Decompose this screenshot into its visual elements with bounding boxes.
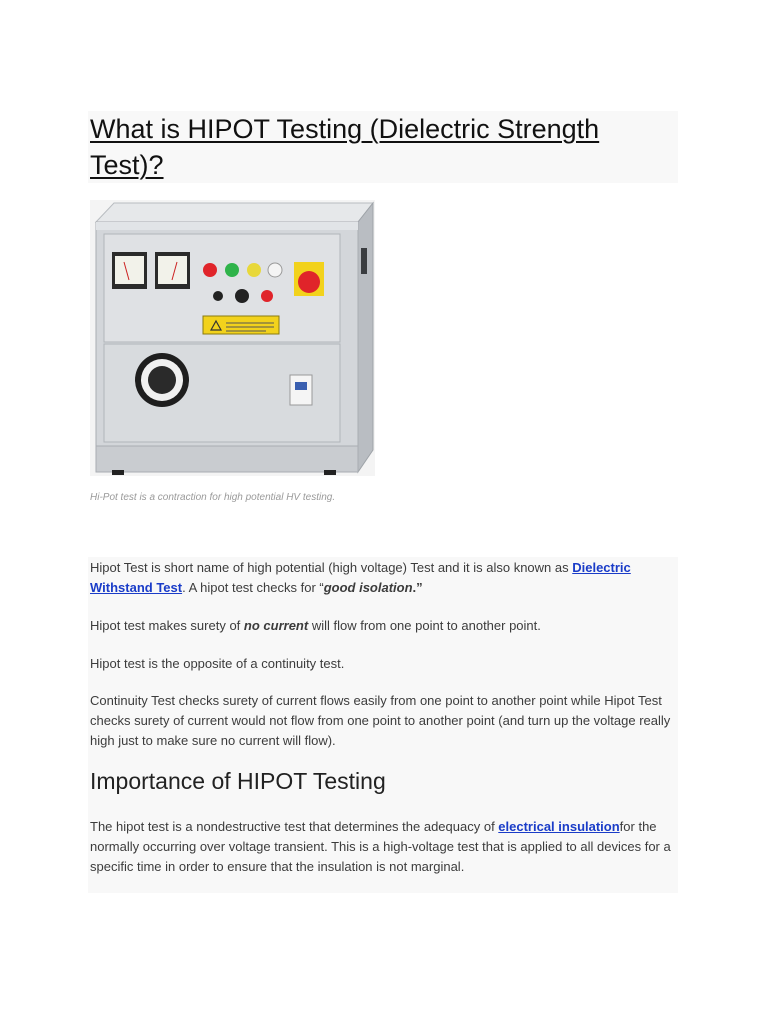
paragraph-text: . A hipot test checks for “	[182, 580, 324, 595]
paragraph-text: .”	[412, 580, 423, 595]
paragraph-text: The hipot test is a nondestructive test that determines the adequacy of	[90, 819, 499, 834]
paragraph-intro	[90, 558, 680, 598]
paragraph-text: for the normally occurring over voltage transient. This is a high-voltage test that is applied to all devices for a specific time in order to ensure that the insulation is not marginal.	[90, 819, 671, 874]
paragraph-importance	[90, 817, 680, 877]
paragraph-text: will flow from one point to another point.	[308, 618, 541, 633]
paragraph-text: Hipot Test is short name of high potential (high voltage) Test and it is also known as	[90, 560, 573, 575]
paragraph-no-current	[90, 616, 680, 636]
image-caption: Hi-Pot test is a contraction for high potential HV testing.	[90, 492, 336, 503]
emphasis-text: no current	[243, 618, 309, 633]
page-title: What is HIPOT Testing (Dielectric Strength Test)?	[90, 114, 600, 180]
paragraph-text: Hipot test makes surety of	[90, 618, 244, 633]
hipot-tester-image	[90, 200, 375, 476]
emergency-stop-icon	[298, 271, 320, 293]
electrical-insulation-link[interactable]: electrical insulation	[498, 819, 620, 834]
section-heading-importance: Importance of HIPOT Testing	[90, 768, 386, 794]
emphasis-text: good isolation	[323, 580, 413, 595]
paragraph-continuity: Continuity Test checks surety of current flows easily from one point to another point while Hipot Test checks surety of current would not flow from one point to another point (and turn up the voltage really high just to make sure no current will flow).	[90, 693, 671, 748]
dielectric-withstand-test-link[interactable]: Dielectric Withstand Test	[90, 560, 631, 595]
hipot-tester-illustration	[90, 200, 375, 476]
paragraph-opposite: Hipot test is the opposite of a continuity test.	[90, 656, 345, 671]
